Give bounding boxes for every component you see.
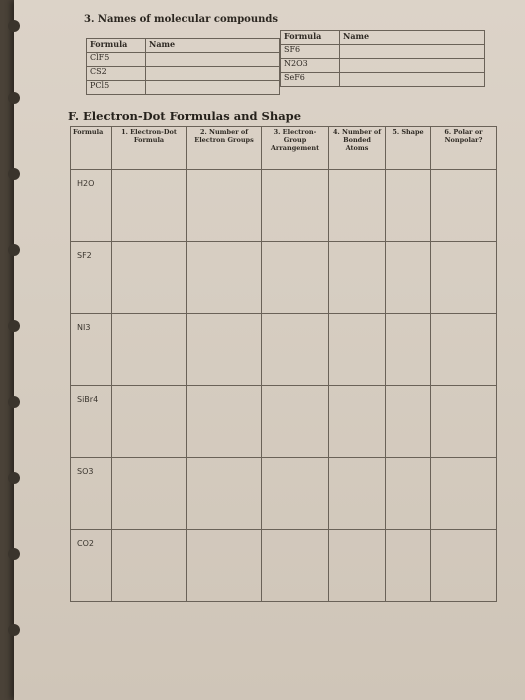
header-electron-dot: 1. Electron-Dot Formula bbox=[112, 127, 187, 170]
table-row bbox=[71, 530, 497, 602]
header-name: Name bbox=[340, 31, 485, 45]
name-answer-cell[interactable] bbox=[146, 81, 280, 95]
table-header-row bbox=[281, 31, 485, 45]
formula-cell bbox=[71, 458, 112, 530]
molecule-label: SO3 bbox=[77, 467, 94, 476]
electron-dot-table bbox=[70, 126, 497, 602]
table-row bbox=[71, 314, 497, 386]
answer-cell[interactable] bbox=[187, 386, 262, 458]
answer-cell[interactable] bbox=[431, 314, 497, 386]
table-row bbox=[281, 73, 485, 87]
header-formula: Formula bbox=[87, 39, 146, 53]
binder-hole bbox=[8, 472, 20, 484]
formula-cell: PCl5 bbox=[87, 81, 146, 95]
binder-hole bbox=[8, 20, 20, 32]
table-row bbox=[71, 170, 497, 242]
answer-cell[interactable] bbox=[386, 530, 431, 602]
answer-cell[interactable] bbox=[329, 242, 386, 314]
answer-cell[interactable] bbox=[112, 530, 187, 602]
answer-cell[interactable] bbox=[262, 386, 329, 458]
molecule-label: SF2 bbox=[77, 251, 92, 260]
header-formula: Formula bbox=[281, 31, 340, 45]
answer-cell[interactable] bbox=[386, 242, 431, 314]
formula-cell bbox=[71, 314, 112, 386]
answer-cell[interactable] bbox=[262, 242, 329, 314]
answer-cell[interactable] bbox=[431, 386, 497, 458]
formula-cell bbox=[71, 386, 112, 458]
answer-cell[interactable] bbox=[262, 458, 329, 530]
formula-cell: SeF6 bbox=[281, 73, 340, 87]
answer-cell[interactable] bbox=[187, 530, 262, 602]
answer-cell[interactable] bbox=[386, 386, 431, 458]
answer-cell[interactable] bbox=[329, 170, 386, 242]
formula-cell: CS2 bbox=[87, 67, 146, 81]
answer-cell[interactable] bbox=[262, 314, 329, 386]
answer-cell[interactable] bbox=[262, 530, 329, 602]
name-answer-cell[interactable] bbox=[340, 73, 485, 87]
answer-cell[interactable] bbox=[431, 242, 497, 314]
answer-cell[interactable] bbox=[329, 530, 386, 602]
header-shape: 5. Shape bbox=[386, 127, 431, 170]
molecule-label: NI3 bbox=[77, 323, 91, 332]
answer-cell[interactable] bbox=[187, 458, 262, 530]
header-formula: Formula bbox=[71, 127, 112, 170]
worksheet-page bbox=[14, 0, 525, 700]
names-table-left bbox=[86, 38, 280, 95]
formula-cell bbox=[71, 530, 112, 602]
answer-cell[interactable] bbox=[187, 242, 262, 314]
answer-cell[interactable] bbox=[187, 170, 262, 242]
section-f-title: F. Electron-Dot Formulas and Shape bbox=[68, 109, 302, 123]
table-header-row bbox=[87, 39, 280, 53]
answer-cell[interactable] bbox=[386, 314, 431, 386]
table-row bbox=[281, 45, 485, 59]
table-row bbox=[87, 53, 280, 67]
table-row bbox=[71, 386, 497, 458]
answer-cell[interactable] bbox=[112, 314, 187, 386]
formula-cell bbox=[71, 242, 112, 314]
binder-hole bbox=[8, 92, 20, 104]
formula-cell bbox=[71, 170, 112, 242]
binder-hole bbox=[8, 320, 20, 332]
answer-cell[interactable] bbox=[112, 458, 187, 530]
molecule-label: H2O bbox=[77, 179, 95, 188]
formula-cell: SF6 bbox=[281, 45, 340, 59]
name-answer-cell[interactable] bbox=[146, 53, 280, 67]
answer-cell[interactable] bbox=[112, 170, 187, 242]
table-header-row bbox=[71, 127, 497, 170]
answer-cell[interactable] bbox=[431, 170, 497, 242]
names-table-right bbox=[280, 30, 485, 87]
binder-hole bbox=[8, 548, 20, 560]
formula-cell: ClF5 bbox=[87, 53, 146, 67]
binder-hole bbox=[8, 396, 20, 408]
answer-cell[interactable] bbox=[112, 386, 187, 458]
table-row bbox=[87, 67, 280, 81]
table-row bbox=[71, 458, 497, 530]
answer-cell[interactable] bbox=[329, 458, 386, 530]
answer-cell[interactable] bbox=[262, 170, 329, 242]
answer-cell[interactable] bbox=[386, 170, 431, 242]
answer-cell[interactable] bbox=[431, 458, 497, 530]
table-row bbox=[71, 242, 497, 314]
header-polarity: 6. Polar or Nonpolar? bbox=[431, 127, 497, 170]
binder-hole bbox=[8, 168, 20, 180]
answer-cell[interactable] bbox=[329, 314, 386, 386]
answer-cell[interactable] bbox=[431, 530, 497, 602]
answer-cell[interactable] bbox=[112, 242, 187, 314]
header-bonded-atoms: 4. Number of Bonded Atoms bbox=[329, 127, 386, 170]
answer-cell[interactable] bbox=[329, 386, 386, 458]
header-electron-groups: 2. Number of Electron Groups bbox=[187, 127, 262, 170]
binder-hole bbox=[8, 244, 20, 256]
name-answer-cell[interactable] bbox=[340, 59, 485, 73]
section-3-title: 3. Names of molecular compounds bbox=[84, 14, 279, 25]
answer-cell[interactable] bbox=[386, 458, 431, 530]
formula-cell: N2O3 bbox=[281, 59, 340, 73]
name-answer-cell[interactable] bbox=[340, 45, 485, 59]
table-row bbox=[87, 81, 280, 95]
header-group-arrangement: 3. Electron-Group Arrangement bbox=[262, 127, 329, 170]
molecule-label: CO2 bbox=[77, 539, 94, 548]
molecule-label: SiBr4 bbox=[77, 395, 99, 404]
name-answer-cell[interactable] bbox=[146, 67, 280, 81]
binder-hole bbox=[8, 624, 20, 636]
table-row bbox=[281, 59, 485, 73]
header-name: Name bbox=[146, 39, 280, 53]
answer-cell[interactable] bbox=[187, 314, 262, 386]
